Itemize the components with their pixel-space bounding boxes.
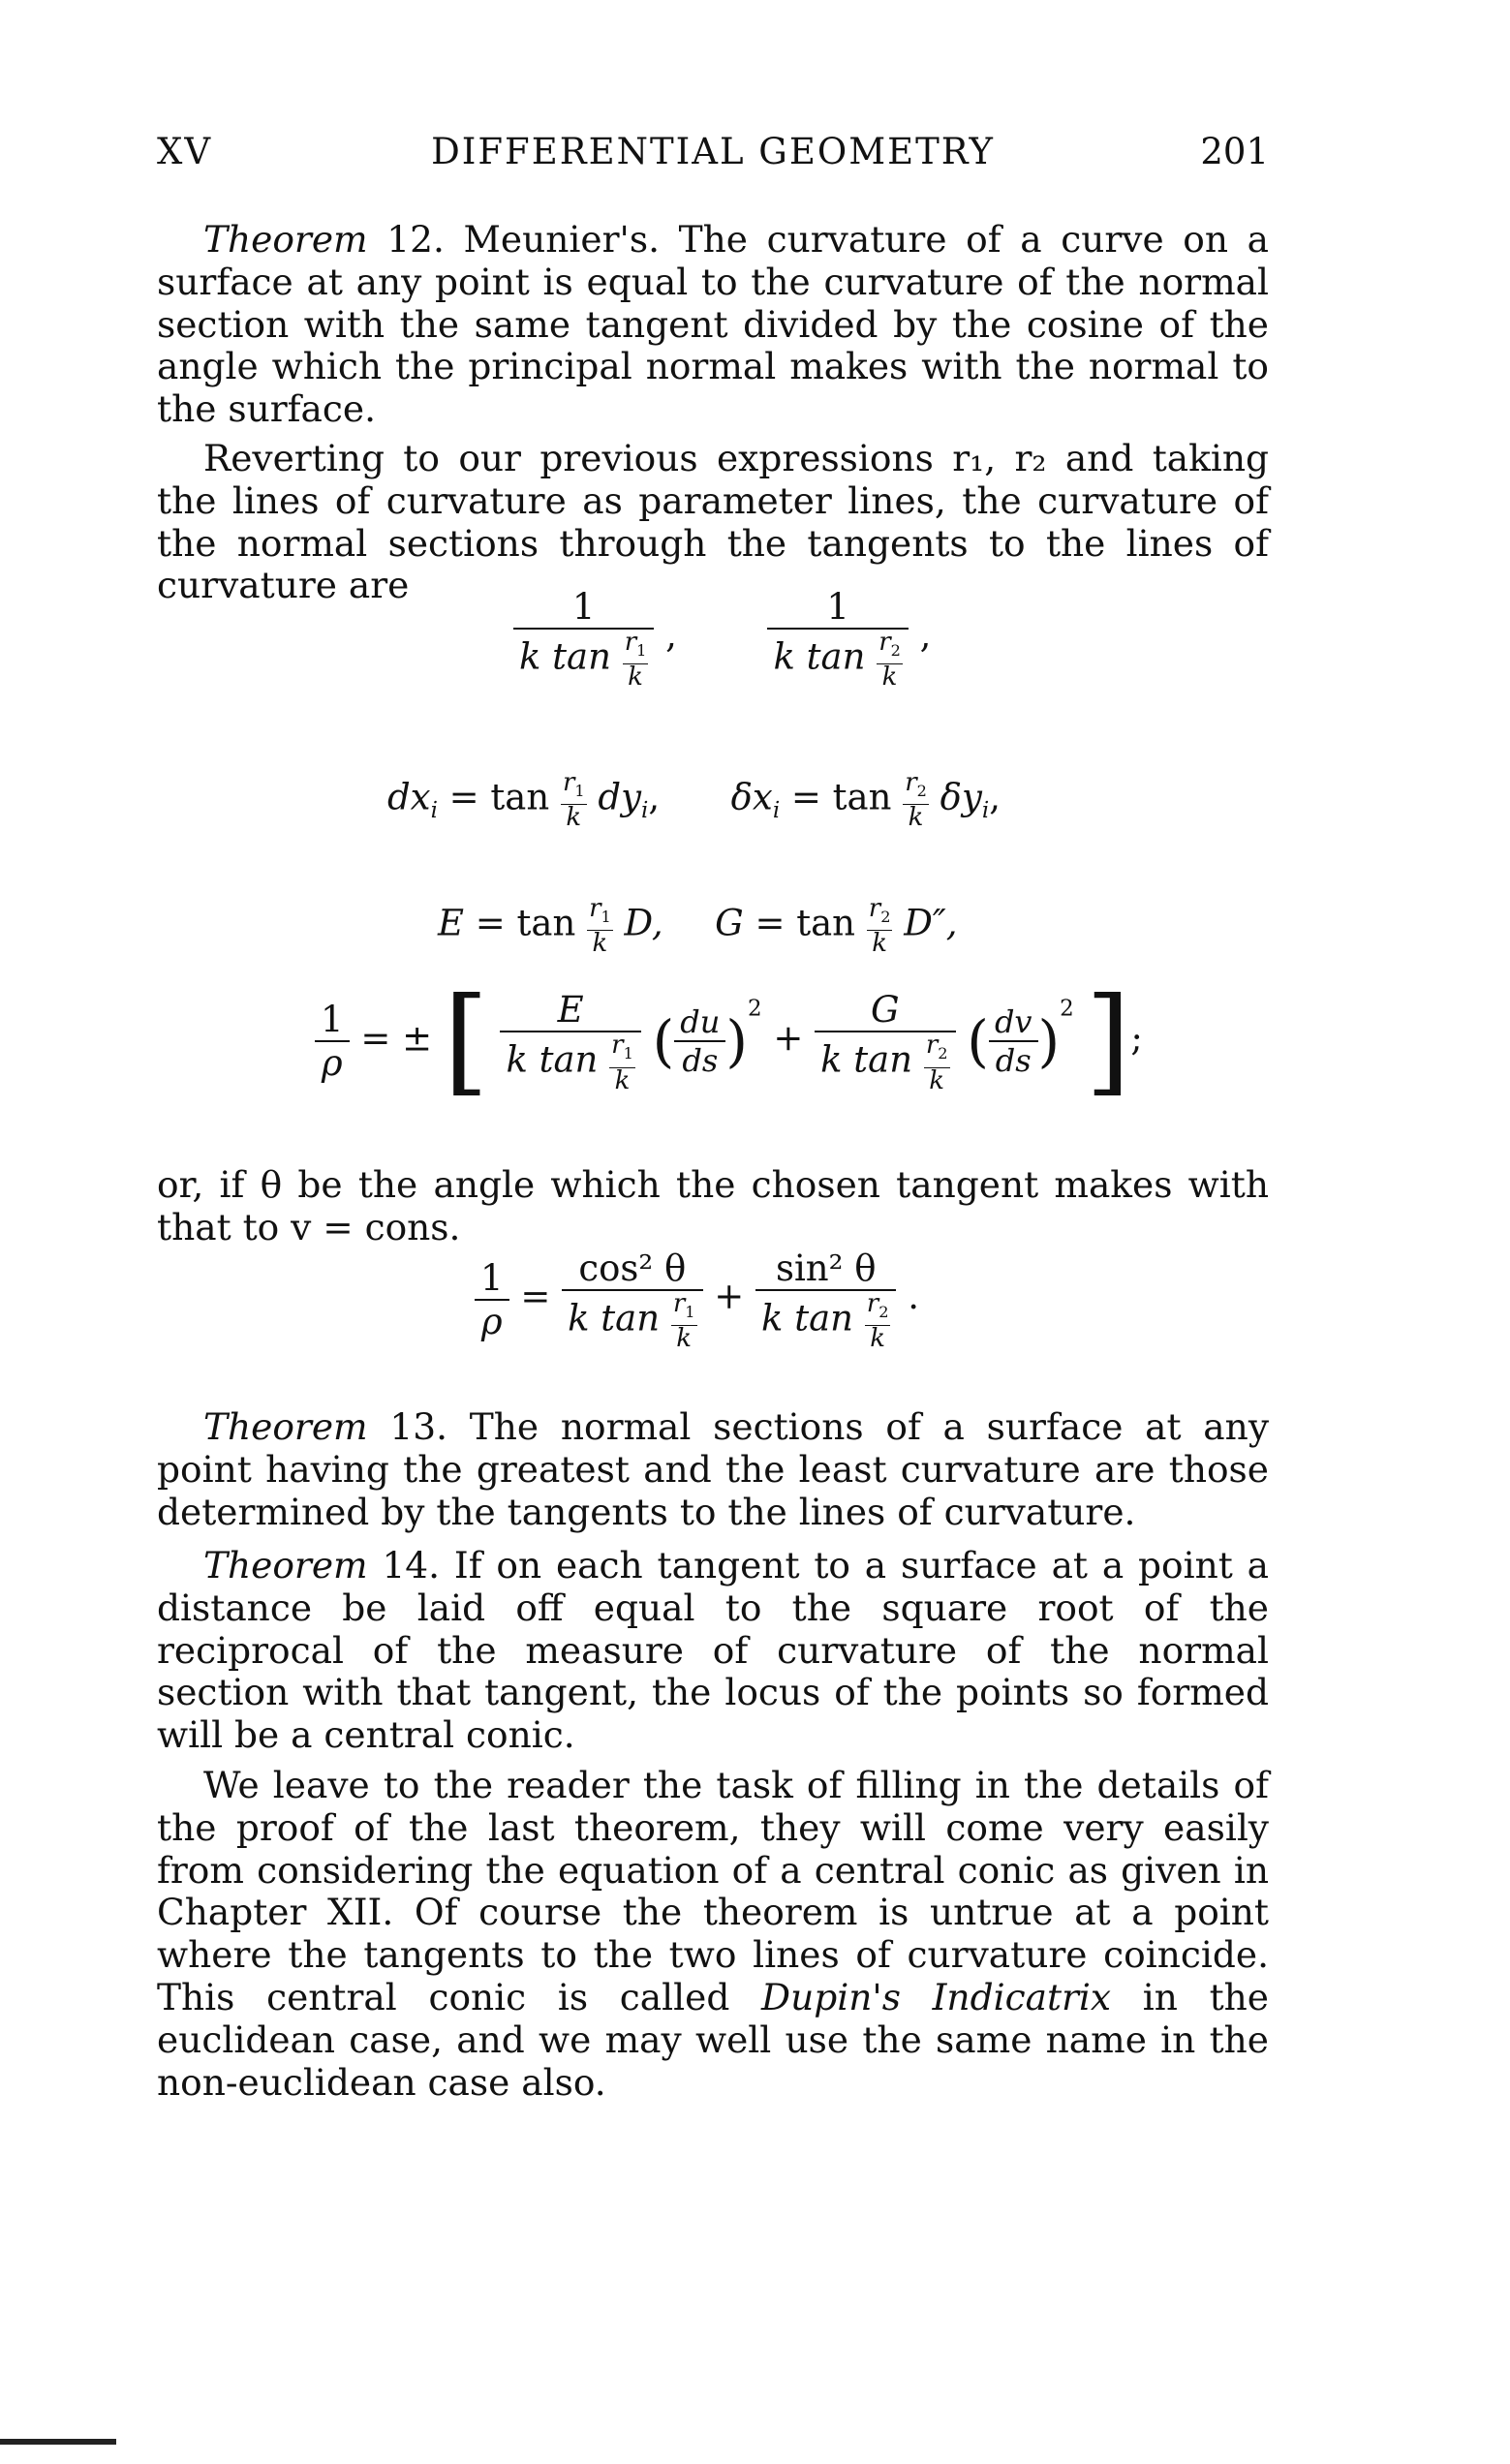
equation-normal-curvatures: 1 k tan $\frac{r_1}{k}$ , 1 k tan $\frac{r_2}{k}$ , [513, 586, 931, 690]
theorem-body: Meunier's. The curvature of a curve on a surface at any point is equal to the curvature of the normal section with the same tangent divided by the cosine of the angle which the principal normal makes with the normal to the surface. [157, 218, 1270, 431]
running-header [157, 131, 1269, 179]
theorem-14: Theorem 14. If on each tangent to a surface at a point a distance be laid off equal to the square root of the reciprocal of the measure of curvature of the normal section with that tangent, the locus of the points so formed will be a central conic. [157, 1544, 1269, 1757]
page-number: 201 [1200, 131, 1269, 172]
equation-curvature-general: $\frac{1}{\rho}$ = ± [ E k tan $\frac{r_1}{k}$ ( $\frac{du}{ds}$ )$^2$ + G k tan $\frac{r_2}{k}$ ( $\frac{dv}{ds}$ )$^2$ ]; [315, 983, 1143, 1099]
theorem-12 [157, 219, 1269, 431]
running-title: DIFFERENTIAL GEOMETRY [431, 131, 995, 172]
fraction-1: 1 k tan $\frac{r_1}{k}$ [513, 586, 654, 690]
dupin-indicatrix: Dupin's Indicatrix [761, 1975, 1112, 2018]
theorem-number: 12. [367, 218, 445, 261]
final-paragraph: We leave to the reader the task of filling in the details of the proof of the last theorem, they will come very easily from considering the equation of a central conic as given in Chapter XII. Of course the theorem is untrue at a point where the tangents to the two lines of curvature coincide. This central conic is called Dupin's Indicatrix in the euclidean case, and we may well use the same name in the non-euclidean case also. [157, 1764, 1269, 2104]
fraction-2: 1 k tan $\frac{r_2}{k}$ [767, 586, 908, 690]
theorem-13: Theorem 13. The normal sections of a surface at any point having the greatest and the least curvature are those determined by the tangents to the lines of curvature. [157, 1405, 1270, 1533]
theorem-label: Theorem [203, 218, 368, 261]
chapter-number: XV [157, 131, 213, 172]
equation-dx-dy: $dx_i = \tan$ $\frac{r_1}{k}$ $dy_i$, $\delta x_i = \tan$ $\frac{r_2}{k}$ $\delta y_i$, [387, 768, 1001, 833]
or-if-paragraph: or, if θ be the angle which the chosen tangent makes with that to v = cons. [157, 1163, 1269, 1248]
reverting-paragraph: Reverting to our previous expressions r₁, r₂ and taking the lines of curvature as parameter lines, the curvature of the normal sections through the tangents to the lines of curvature are [157, 437, 1269, 607]
equation-E-G: E = tan $\frac{r_1}{k}$ D, G = tan $\frac{r_2}{k}$ D″, [438, 894, 958, 959]
page-edge-mark [0, 2439, 116, 2445]
equation-curvature-theta: $\frac{1}{\rho}$ = cos² θ k tan $\frac{r_1}{k}$ + sin² θ k tan $\frac{r_2}{k}$ . [475, 1247, 919, 1351]
